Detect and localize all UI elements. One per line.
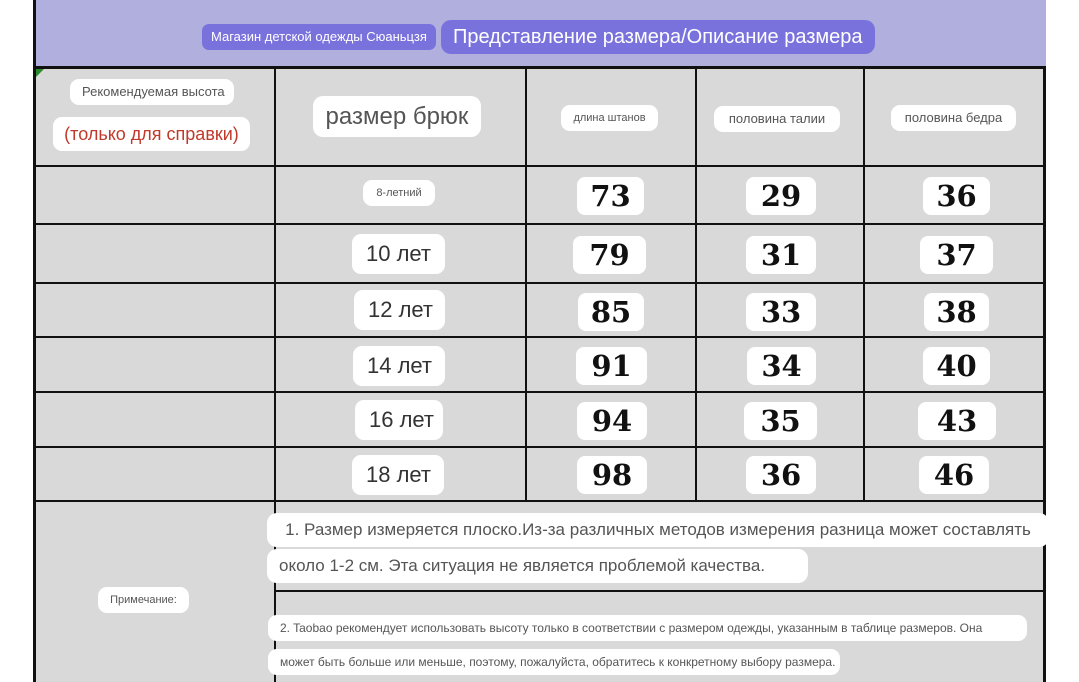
size-cell: 14 лет [353,346,445,386]
hip-cell: 43 [918,402,996,440]
notes-label: Примечание: [98,587,189,613]
waist-cell: 31 [746,236,816,274]
grid-line-row [36,391,1046,393]
grid-line-col [695,67,697,501]
size-cell: 18 лет [352,455,444,495]
grid-line-row [36,282,1046,284]
note-1-line-2: около 1-2 см. Эта ситуация не является проблемой качества. [267,549,808,583]
hip-cell: 37 [920,236,993,274]
waist-cell: 35 [744,402,817,440]
grid-line-col [863,67,865,501]
grid-line-notes [275,590,1046,592]
grid-line-col [525,67,527,501]
hip-cell: 38 [924,293,989,331]
grid-line-row [36,446,1046,448]
length-cell: 73 [577,177,644,215]
page-title: Представление размера/Описание размера [441,20,875,54]
waist-cell: 36 [746,456,816,494]
note-1-line-1: 1. Размер измеряется плоско.Из-за различных методов измерения разница может составлять [267,513,1049,547]
length-cell: 91 [576,347,647,385]
height-header-label: Рекомендуемая высота [70,79,234,105]
hip-column-header: половина бедра [891,105,1016,131]
size-cell: 10 лет [352,234,445,274]
length-cell: 85 [578,293,644,331]
length-cell: 79 [573,236,646,274]
grid-line-col [274,67,276,682]
hip-cell: 46 [919,456,989,494]
grid-line-header-bottom [36,165,1046,167]
grid-line-row [36,223,1046,225]
grid-line-table-bottom [36,500,1046,502]
length-cell: 98 [577,456,647,494]
waist-column-header: половина талии [714,106,840,132]
note-2-line-2: может быть больше или меньше, поэтому, пожалуйста, обратитесь к конкретному выбору размера. [268,649,840,675]
grid-line-top [36,66,1046,69]
height-reference-note: (только для справки) [53,117,250,151]
note-2-line-1: 2. Taobao рекомендует использовать высоту только в соответствии с размером одежды, указанным в таблице размеров. Она [268,615,1027,641]
size-cell: 16 лет [355,400,443,440]
length-cell: 94 [577,402,647,440]
length-column-header: длина штанов [561,105,658,131]
size-cell: 12 лет [354,290,445,330]
shop-name-badge: Магазин детской одежды Сюаньцзя [202,24,436,50]
waist-cell: 34 [747,347,816,385]
size-cell: 8-летний [363,180,435,206]
hip-cell: 40 [923,347,990,385]
size-column-header: размер брюк [313,96,481,137]
hip-cell: 36 [923,177,990,215]
grid-line-row [36,336,1046,338]
waist-cell: 29 [746,177,816,215]
waist-cell: 33 [746,293,816,331]
